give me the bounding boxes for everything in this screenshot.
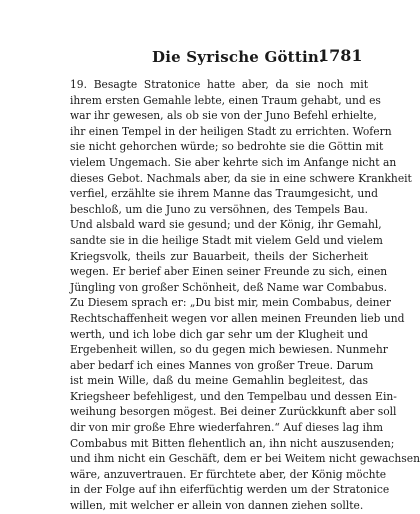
text-line: aber bedarf ich eines Mannes von großer Treue. Darum (70, 358, 374, 372)
text-line: sandte sie in die heilige Stadt mit vielem Geld und vielem (70, 233, 383, 247)
text-line: Combabus mit Bitten flehentlich an, ihn nicht auszusenden; (70, 436, 395, 450)
text-line: und ihm nicht ein Geschäft, dem er bei Weitem nicht gewachsen (70, 452, 420, 466)
text-line: Zu Diesem sprach er: „Du bist mir, mein Combabus, deiner (70, 296, 391, 310)
page-number: 1781 (318, 46, 363, 65)
text-line: willen, mit welcher er allein von dannen ziehen sollte. (70, 499, 364, 513)
text-line: Ergebenheit willen, so du gegen mich bewiesen. Nunmehr (70, 343, 388, 357)
text-line: weihung besorgen mögest. Bei deiner Zurückkunft aber soll (70, 405, 397, 419)
text-line: in der Folge auf ihn eiferfüchtig werden um der Stratonice (70, 483, 390, 497)
running-title: Die Syrische Göttin. (152, 48, 325, 66)
text-line: vielem Ungemach. Sie aber kehrte sich im Anfange nicht an (70, 155, 397, 169)
text-line: Jüngling von großer Schönheit, deß Name war Combabus. (70, 280, 388, 294)
text-line: dir von mir große Ehre wiederfahren.“ Auf dieses lag ihm (70, 421, 383, 435)
text-line: dieses Gebot. Nachmals aber, da sie in eine schwere Krankheit (70, 171, 412, 185)
text-line: wäre, anzuvertrauen. Er fürchtete aber, der König möchte (70, 467, 387, 481)
text-line: ihrem ersten Gemahle lebte, einen Traum gehabt, und es (70, 93, 381, 107)
body-text (70, 77, 420, 514)
text-line: 19. Besagte Stratonice hatte aber, da sie noch mit (70, 78, 368, 91)
text-line: beschloß, um die Juno zu versöhnen, des Tempels Bau. (70, 202, 368, 216)
text-line: sie nicht gehorchen würde; so bedrohte sie die Göttin mit (70, 140, 384, 154)
text-line: verfiel, erzählte sie ihrem Manne das Traumgesicht, und (70, 187, 378, 201)
text-line: wegen. Er berief aber Einen seiner Freunde zu sich, einen (70, 265, 388, 279)
text-line: Kriegsvolk, theils zur Bauarbeit, theils der Sicherheit (70, 249, 368, 263)
text-line: ist mein Wille, daß du meine Gemahlin begleitest, das (70, 374, 368, 388)
text-line: Und alsbald ward sie gesund; und der König, ihr Gemahl, (70, 218, 382, 232)
text-line: ihr einen Tempel in der heiligen Stadt zu errichten. Wofern (70, 124, 392, 138)
text-line: Rechtschaffenheit wegen vor allen meinen Freunden lieb und (70, 311, 405, 325)
text-line: Kriegsheer befehligest, und den Tempelbau und dessen Ein- (70, 389, 397, 403)
text-line: war ihr gewesen, als ob sie von der Juno Befehl erhielte, (70, 109, 377, 123)
text-line: werth, und ich lobe dich gar sehr um der Klugheit und (70, 327, 368, 341)
